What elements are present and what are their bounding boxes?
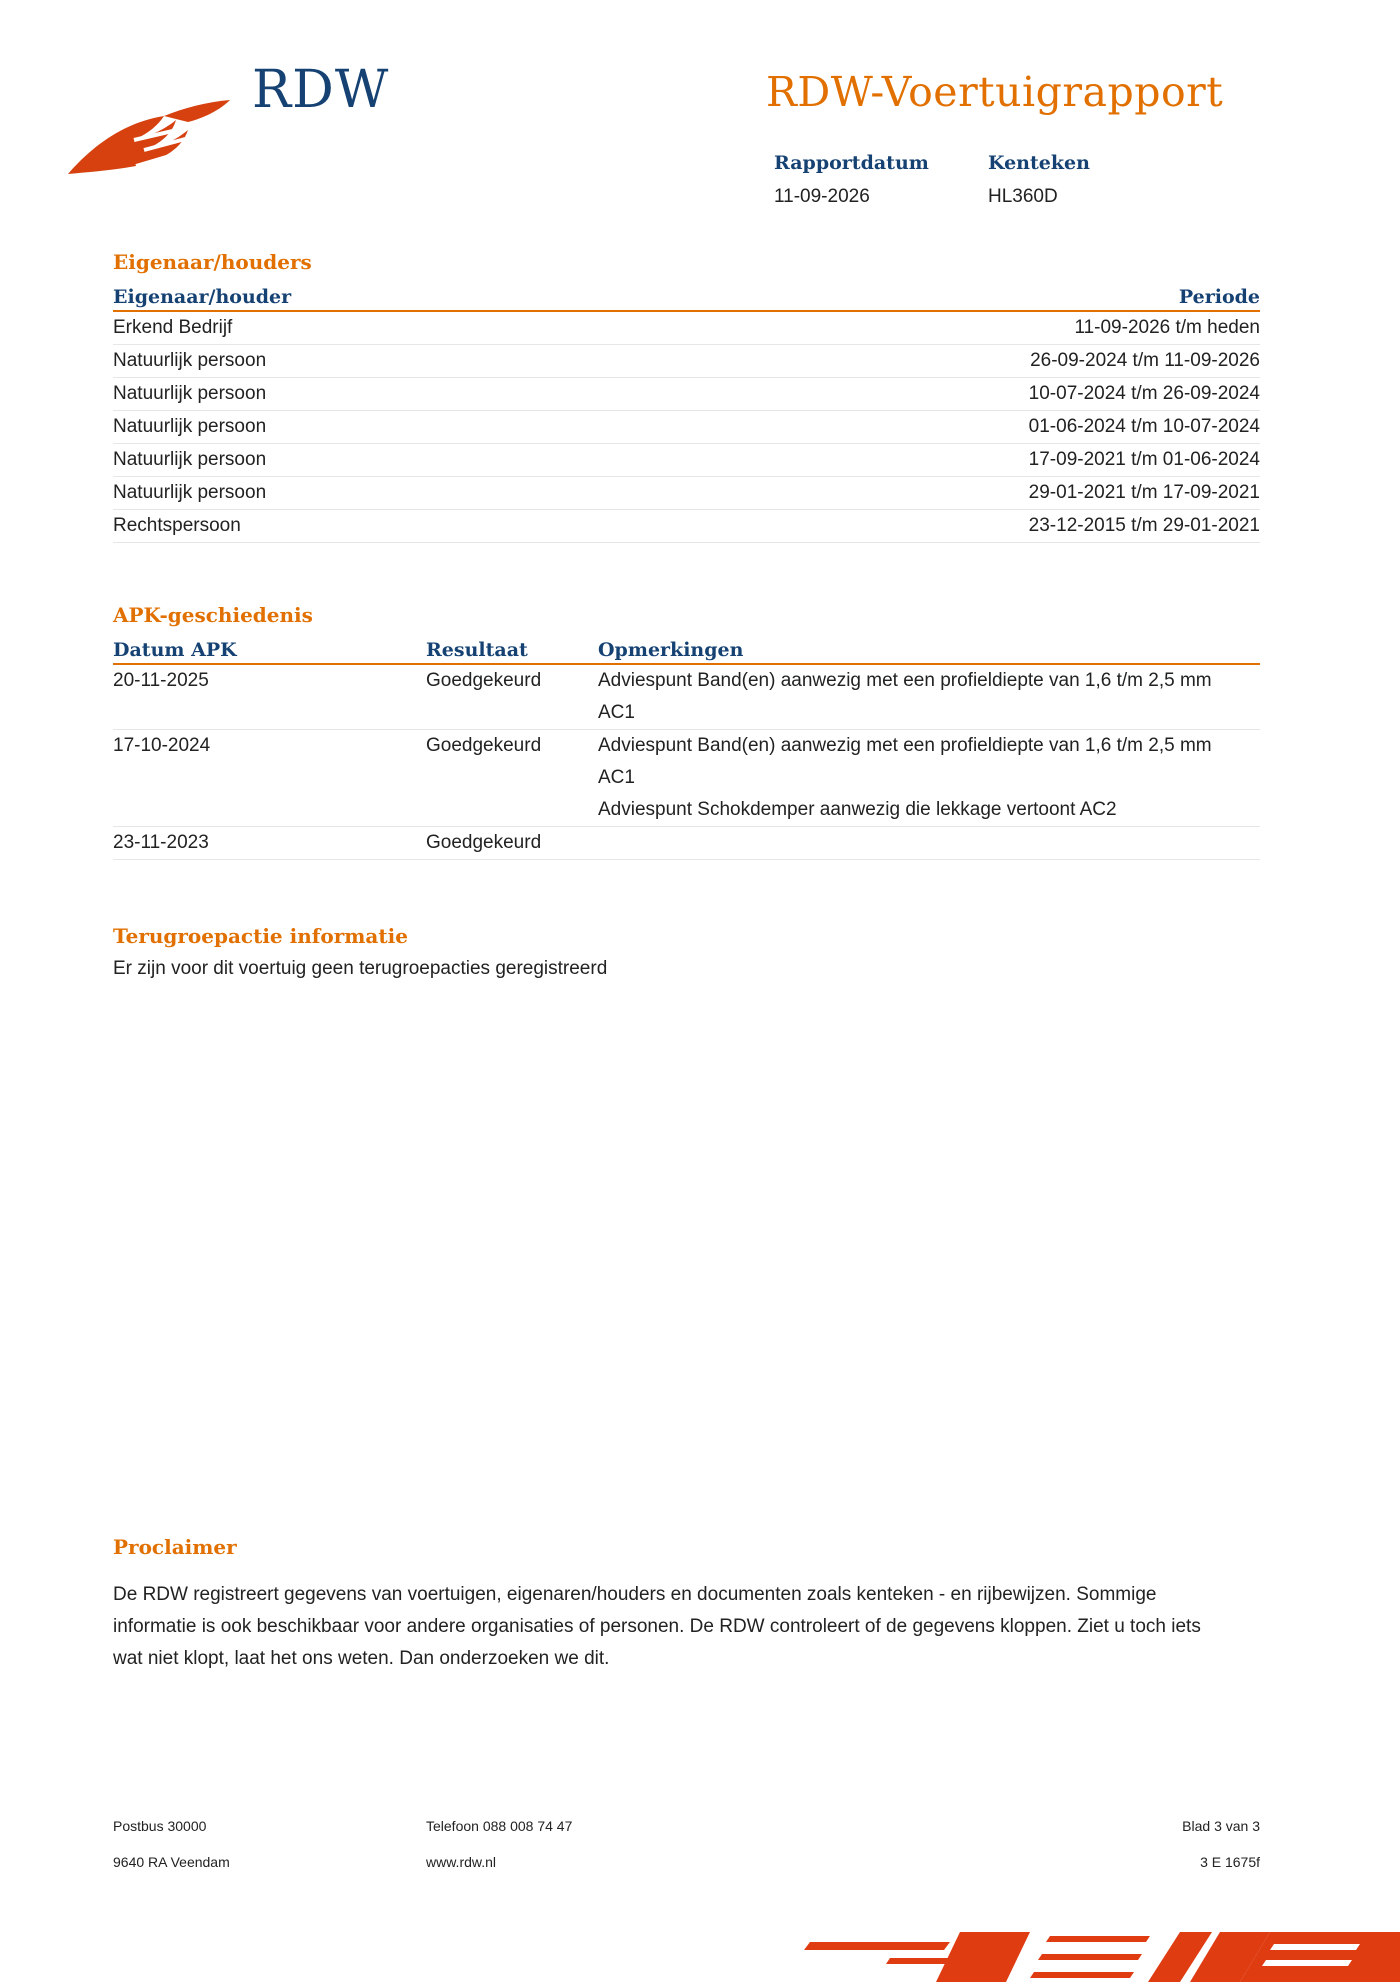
apk-section-title: APK-geschiedenis: [113, 603, 313, 627]
owners-table-body: [113, 311, 1260, 543]
footer-code: 3 E 1675f: [1200, 1854, 1260, 1870]
recall-section-title: Terugroepactie informatie: [113, 924, 408, 948]
footer-city: 9640 RA Veendam: [113, 1854, 230, 1870]
apk-result-cell: Goedgekeurd: [426, 664, 598, 730]
owners-col-owner: Eigenaar/houder: [113, 278, 612, 311]
apk-row: [113, 730, 1260, 827]
owner-cell: Natuurlijk persoon: [113, 378, 612, 411]
period-cell: 23-12-2015 t/m 29-01-2021: [612, 510, 1260, 543]
period-cell: 29-01-2021 t/m 17-09-2021: [612, 477, 1260, 510]
footer-website[interactable]: www.rdw.nl: [426, 1854, 497, 1870]
owners-section-title: Eigenaar/houders: [113, 250, 312, 274]
apk-row: [113, 664, 1260, 730]
footer-phone: Telefoon 088 008 74 47: [426, 1818, 573, 1834]
rdw-logo-icon: [64, 86, 234, 178]
footer-postbus: Postbus 30000: [113, 1818, 207, 1834]
period-cell: 01-06-2024 t/m 10-07-2024: [612, 411, 1260, 444]
apk-col-remarks: Opmerkingen: [598, 631, 1260, 664]
owner-row: [113, 477, 1260, 510]
owner-row: [113, 311, 1260, 345]
apk-date-cell: 23-11-2023: [113, 827, 426, 860]
apk-col-result: Resultaat: [426, 631, 598, 664]
owners-header-row: [113, 278, 1260, 311]
owner-row: [113, 345, 1260, 378]
apk-table-body: [113, 664, 1260, 860]
owner-cell: Natuurlijk persoon: [113, 477, 612, 510]
proclaimer-text: De RDW registreert gegevens van voertuigen, eigenaren/houders en documenten zoals kenteken - en rijbewijzen. Sommige informatie is ook beschikbaar voor andere organisaties of personen. De RDW controleert of de gegevens kloppen. Ziet u toch iets wat niet klopt, laat het ons weten. Dan onderzoeken we dit.: [113, 1584, 1201, 1669]
owners-col-period: Periode: [612, 278, 1260, 311]
logo-text: RDW: [252, 60, 390, 120]
apk-result-cell: Goedgekeurd: [426, 827, 598, 860]
apk-remark: Adviespunt Band(en) aanwezig met een profieldiepte van 1,6 t/m 2,5 mm AC1: [598, 735, 1212, 788]
owner-cell: Rechtspersoon: [113, 510, 612, 543]
apk-remarks-cell: [598, 827, 1260, 860]
apk-col-date: Datum APK: [113, 631, 426, 664]
kenteken-value: HL360D: [988, 186, 1058, 207]
apk-remark: Adviespunt Schokdemper aanwezig die lekkage vertoont AC2: [598, 799, 1117, 820]
owner-row: [113, 510, 1260, 543]
owner-cell: Natuurlijk persoon: [113, 444, 612, 477]
owner-cell: Natuurlijk persoon: [113, 411, 612, 444]
recall-text: Er zijn voor dit voertuig geen terugroepacties geregistreerd: [113, 958, 608, 979]
period-cell: 10-07-2024 t/m 26-09-2024: [612, 378, 1260, 411]
period-cell: 11-09-2026 t/m heden: [612, 311, 1260, 345]
apk-result-cell: Goedgekeurd: [426, 730, 598, 827]
proclaimer-section-title: Proclaimer: [113, 1535, 237, 1559]
apk-table: [113, 631, 1260, 860]
apk-remark: Adviespunt Band(en) aanwezig met een profieldiepte van 1,6 t/m 2,5 mm AC1: [598, 670, 1212, 723]
report-title: RDW-Voertuigrapport: [766, 68, 1224, 116]
owner-row: [113, 378, 1260, 411]
apk-date-cell: 17-10-2024: [113, 730, 426, 827]
period-cell: 17-09-2021 t/m 01-06-2024: [612, 444, 1260, 477]
rapportdatum-value: 11-09-2026: [774, 186, 870, 207]
owner-row: [113, 411, 1260, 444]
owner-cell: Erkend Bedrijf: [113, 311, 612, 345]
owners-table: [113, 278, 1260, 543]
rapportdatum-label: Rapportdatum: [774, 152, 929, 174]
owner-cell: Natuurlijk persoon: [113, 345, 612, 378]
apk-row: [113, 827, 1260, 860]
footer-page-number: Blad 3 van 3: [1182, 1818, 1260, 1834]
apk-remarks-cell: [598, 664, 1260, 730]
apk-header-row: [113, 631, 1260, 664]
apk-date-cell: 20-11-2025: [113, 664, 426, 730]
owner-row: [113, 444, 1260, 477]
kenteken-label: Kenteken: [988, 152, 1090, 174]
footer-stripes-icon: [800, 1928, 1400, 1982]
period-cell: 26-09-2024 t/m 11-09-2026: [612, 345, 1260, 378]
apk-remarks-cell: [598, 730, 1260, 827]
